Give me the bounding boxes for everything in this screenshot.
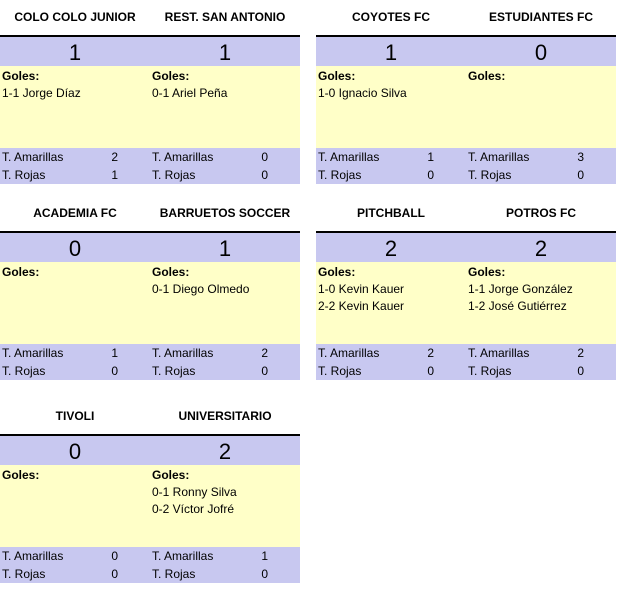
away-score: 1 xyxy=(218,40,232,65)
away-red-count: 0 xyxy=(577,168,584,182)
away-goals xyxy=(152,467,300,518)
yellow-cards-label: T. Amarillas xyxy=(2,346,64,360)
away-score: 0 xyxy=(534,40,548,65)
goals-label: Goles: xyxy=(152,468,190,482)
goal-entry: 0-1 Ariel Peña xyxy=(152,86,228,100)
goals-label: Goles: xyxy=(468,69,506,83)
yellow-cards-label: T. Amarillas xyxy=(468,150,530,164)
home-red-count: 0 xyxy=(111,364,118,378)
goal-entry: 1-2 José Gutiérrez xyxy=(468,299,567,313)
away-yellow-count: 2 xyxy=(577,346,584,360)
match-card xyxy=(316,196,616,386)
home-goals xyxy=(2,467,150,484)
match-scores xyxy=(0,233,300,262)
away-yellow-count: 0 xyxy=(261,150,268,164)
red-cards-label: T. Rojas xyxy=(318,168,362,182)
cards-section xyxy=(0,344,300,380)
away-score: 2 xyxy=(534,236,548,261)
red-cards-label: T. Rojas xyxy=(318,364,362,378)
goals-section xyxy=(0,465,300,547)
match-scores xyxy=(316,37,616,66)
home-red-count: 0 xyxy=(111,567,118,581)
red-cards-label: T. Rojas xyxy=(152,364,196,378)
home-team-name: COLO COLO JUNIOR xyxy=(14,10,136,24)
home-goals xyxy=(318,264,466,315)
goal-entry: 1-0 Kevin Kauer xyxy=(318,282,405,296)
goal-entry: 1-1 Jorge González xyxy=(468,282,573,296)
match-teams xyxy=(0,0,300,37)
home-team-name: TIVOLI xyxy=(55,409,95,423)
home-score: 2 xyxy=(384,236,398,261)
home-team-name: COYOTES FC xyxy=(351,10,430,24)
home-score: 0 xyxy=(68,439,82,464)
match-scores xyxy=(0,37,300,66)
home-yellow-count: 2 xyxy=(427,346,434,360)
home-red-count: 0 xyxy=(427,168,434,182)
match-scores xyxy=(0,436,300,465)
home-yellow-count: 0 xyxy=(111,549,118,563)
yellow-cards-label: T. Amarillas xyxy=(318,150,380,164)
away-red-count: 0 xyxy=(261,567,268,581)
home-yellow-count: 1 xyxy=(111,346,118,360)
goals-label: Goles: xyxy=(318,69,356,83)
home-yellow-count: 1 xyxy=(427,150,434,164)
red-cards-label: T. Rojas xyxy=(468,364,512,378)
goals-label: Goles: xyxy=(152,265,190,279)
away-team-name: POTROS FC xyxy=(505,206,576,220)
away-team-name: UNIVERSITARIO xyxy=(178,409,272,423)
away-score: 2 xyxy=(218,439,232,464)
yellow-cards-label: T. Amarillas xyxy=(2,549,64,563)
goals-section xyxy=(0,66,300,148)
home-score: 1 xyxy=(384,40,398,65)
goals-section xyxy=(0,262,300,344)
goals-label: Goles: xyxy=(2,468,40,482)
goal-entry: 2-2 Kevin Kauer xyxy=(318,299,405,313)
away-yellow-count: 3 xyxy=(577,150,584,164)
away-goals xyxy=(468,264,616,315)
red-cards-label: T. Rojas xyxy=(152,168,196,182)
goals-section xyxy=(316,262,616,344)
cards-section xyxy=(316,344,616,380)
red-cards-label: T. Rojas xyxy=(468,168,512,182)
goal-entry: 1-1 Jorge Díaz xyxy=(2,86,81,100)
goals-label: Goles: xyxy=(2,265,40,279)
away-red-count: 0 xyxy=(577,364,584,378)
home-team-name: ACADEMIA FC xyxy=(33,206,117,220)
away-goals xyxy=(152,264,300,298)
yellow-cards-label: T. Amarillas xyxy=(468,346,530,360)
cards-section xyxy=(316,148,616,184)
goals-label: Goles: xyxy=(2,69,40,83)
match-card xyxy=(0,196,300,386)
home-red-count: 0 xyxy=(427,364,434,378)
away-team-name: REST. SAN ANTONIO xyxy=(164,10,286,24)
home-team-name: PITCHBALL xyxy=(357,206,425,220)
red-cards-label: T. Rojas xyxy=(2,168,46,182)
away-yellow-count: 1 xyxy=(261,549,268,563)
home-goals xyxy=(2,264,150,281)
goals-label: Goles: xyxy=(468,265,506,279)
yellow-cards-label: T. Amarillas xyxy=(152,549,214,563)
cards-section xyxy=(0,148,300,184)
away-score: 1 xyxy=(218,236,232,261)
home-red-count: 1 xyxy=(111,168,118,182)
match-card xyxy=(316,0,616,190)
goals-section xyxy=(316,66,616,148)
match-card xyxy=(0,399,300,589)
match-teams xyxy=(0,196,300,233)
home-yellow-count: 2 xyxy=(111,150,118,164)
goals-label: Goles: xyxy=(152,69,190,83)
away-red-count: 0 xyxy=(261,168,268,182)
yellow-cards-label: T. Amarillas xyxy=(2,150,64,164)
away-yellow-count: 2 xyxy=(261,346,268,360)
match-teams xyxy=(316,0,616,37)
goal-entry: 1-0 Ignacio Silva xyxy=(318,86,407,100)
cards-section xyxy=(0,547,300,583)
home-score: 0 xyxy=(68,236,82,261)
goal-entry: 0-1 Diego Olmedo xyxy=(152,282,250,296)
home-goals xyxy=(318,68,466,102)
red-cards-label: T. Rojas xyxy=(152,567,196,581)
away-team-name: ESTUDIANTES FC xyxy=(488,10,593,24)
away-goals xyxy=(468,68,616,85)
away-team-name: BARRUETOS SOCCER xyxy=(159,206,291,220)
match-scores xyxy=(316,233,616,262)
yellow-cards-label: T. Amarillas xyxy=(152,346,214,360)
goal-entry: 0-2 Víctor Jofré xyxy=(152,502,235,516)
red-cards-label: T. Rojas xyxy=(2,364,46,378)
goal-entry: 0-1 Ronny Silva xyxy=(152,485,237,499)
red-cards-label: T. Rojas xyxy=(2,567,46,581)
goals-label: Goles: xyxy=(318,265,356,279)
yellow-cards-label: T. Amarillas xyxy=(152,150,214,164)
home-score: 1 xyxy=(68,40,82,65)
home-goals xyxy=(2,68,150,102)
away-goals xyxy=(152,68,300,102)
yellow-cards-label: T. Amarillas xyxy=(318,346,380,360)
away-red-count: 0 xyxy=(261,364,268,378)
match-teams xyxy=(0,399,300,436)
match-teams xyxy=(316,196,616,233)
match-card xyxy=(0,0,300,190)
